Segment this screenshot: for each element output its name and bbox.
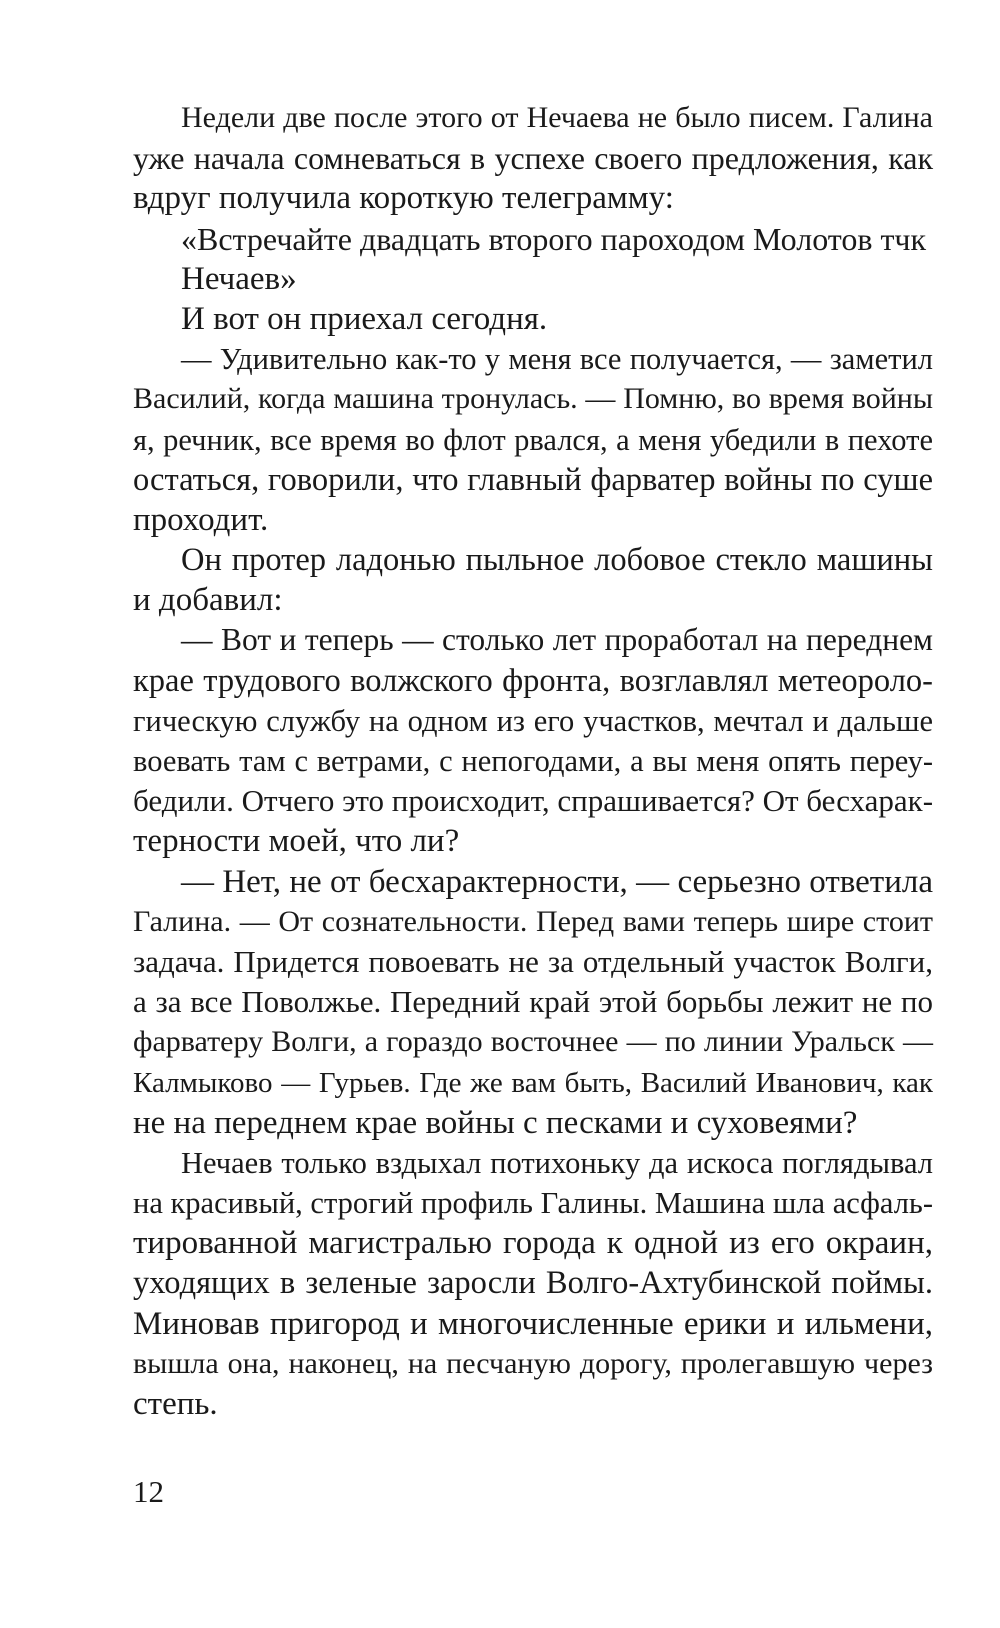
text-line: Галина. — От сознательности. Перед вами теперь шире стоит: [133, 904, 933, 938]
text-line: — Удивительно как-то у меня все получается, — заметил: [181, 342, 933, 377]
text-line: вышла она, наконец, на песчаную дорогу, пролегавшую через: [133, 1346, 933, 1380]
text-line: Нечаев только вздыхал потихоньку да искоса поглядывал: [181, 1145, 933, 1180]
text-line: Он протер ладонью пыльное лобовое стекло машины: [181, 542, 933, 579]
text-line: воевать там с ветрами, с непогодами, а вы меня опять переу-: [133, 744, 933, 778]
page-body: [133, 98, 933, 1424]
text-line: тированной магистралью города к одной из его окраин,: [133, 1225, 933, 1262]
text-line: бедили. Отчего это происходит, спрашивается? От бесхарак-: [133, 783, 934, 819]
text-line: — Нет, не от бесхарактерности, — серьезно ответила: [181, 863, 933, 900]
text-line: не на переднем крае войны с песками и суховеями?: [133, 1104, 858, 1141]
text-line: крае трудового волжского фронта, возглавлял метеороло-: [133, 662, 933, 699]
text-line: фарватеру Волги, а гораздо восточнее — по линии Уральск —: [133, 1025, 933, 1059]
text-line: — Вот и теперь — столько лет проработал на переднем: [181, 622, 933, 658]
page-number: 12: [133, 1474, 164, 1509]
text-line: уходящих в зеленые заросли Волго-Ахтубинской поймы.: [133, 1265, 933, 1302]
text-line: уже начала сомневаться в успехе своего предложения, как: [133, 140, 933, 177]
text-line: и добавил:: [133, 582, 283, 619]
text-line: задача. Придется повоевать не за отдельный участок Волги,: [133, 943, 933, 979]
text-line: терности моей, что ли?: [133, 823, 460, 860]
text-line: а за все Поволжье. Передний край этой борьбы лежит не по: [133, 984, 933, 1020]
text-line: Нечаев»: [181, 260, 297, 297]
text-line: И вот он приехал сегодня.: [181, 300, 548, 337]
text-line: на красивый, строгий профиль Галины. Машина шла асфаль-: [133, 1186, 933, 1221]
text-line: Калмыково — Гурьев. Где же вам быть, Василий Иванович, как: [133, 1066, 933, 1099]
text-line: остаться, говорили, что главный фарватер войны по суше: [133, 461, 933, 498]
text-line: я, речник, все время во флот рвался, а меня убедили в пехоте: [133, 422, 933, 457]
text-line: степь.: [133, 1386, 218, 1422]
text-line: Василий, когда машина тронулась. — Помню, во время войны: [133, 382, 933, 416]
text-line: «Встречайте двадцать второго пароходом Молотов тчк: [181, 220, 927, 257]
text-line: гическую службу на одном из его участков, мечтал и дальше: [133, 703, 933, 738]
text-line: вдруг получила короткую телеграмму:: [133, 180, 674, 217]
text-line: Миновав пригород и многочисленные ерики и ильмени,: [133, 1305, 933, 1342]
text-line: проходит.: [133, 501, 269, 538]
text-line: Недели две после этого от Нечаева не было писем. Галина: [181, 101, 933, 134]
